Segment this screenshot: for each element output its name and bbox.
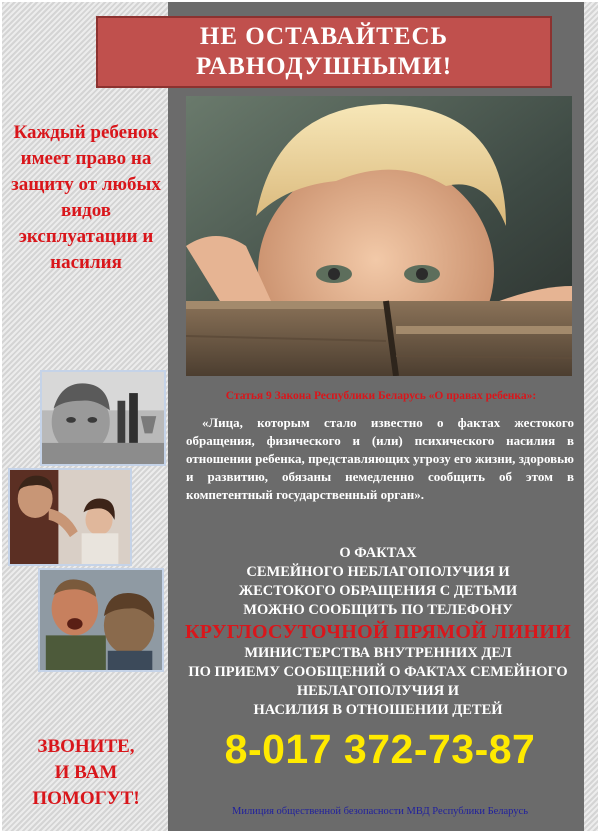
- info-line-6: ПО ПРИЕМУ СООБЩЕНИЙ О ФАКТАХ СЕМЕЙНОГО: [188, 664, 568, 680]
- hotline-info: [178, 544, 578, 720]
- photo-angry-man-shouting-at-girl: [8, 468, 132, 566]
- right-edge-background: [584, 2, 598, 831]
- article-heading: Статья 9 Закона Республики Беларусь «О правах ребенка»:: [225, 390, 537, 402]
- child-rights-statement: Каждый ребенок имеет право на защиту от любых видов эксплуатации и насилия: [11, 122, 161, 273]
- call-line-2: И ВАМ: [54, 762, 118, 783]
- title-line-2: РАВНОДУШНЫМИ!: [195, 53, 453, 80]
- call-to-action: [8, 734, 164, 812]
- call-line-3: ПОМОГУТ!: [32, 788, 140, 809]
- photo-sad-child-with-bottles: [40, 370, 166, 466]
- law-quote: «Лица, которым стало известно о фактах жестокого обращения, физического и (или) психического насилия в отношении ребенка, представляющих угрозу его жизни, здоровью и развитию, обязаны немедленно сообщить об этом в компетентный государственный орган».: [186, 415, 574, 502]
- info-line-5: МИНИСТЕРСТВА ВНУТРЕННИХ ДЕЛ: [244, 645, 512, 661]
- hotline-name: КРУГЛОСУТОЧНОЙ ПРЯМОЙ ЛИНИИ: [184, 621, 572, 643]
- hotline-phone-number: 8-017 372-73-87: [224, 726, 536, 772]
- info-line-8: НАСИЛИЯ В ОТНОШЕНИИ ДЕТЕЙ: [253, 702, 503, 718]
- title-banner: [96, 16, 552, 88]
- info-line-7: НЕБЛАГОПОЛУЧИЯ И: [296, 683, 460, 699]
- title-line-1: НЕ ОСТАВАЙТЕСЬ: [199, 23, 449, 50]
- info-line-4: МОЖНО СООБЩИТЬ ПО ТЕЛЕФОНУ: [243, 602, 513, 618]
- call-line-1: ЗВОНИТЕ,: [37, 736, 135, 757]
- footer-credit: Милиция общественной безопасности МВД Республики Беларусь: [232, 806, 528, 817]
- photo-boy-behind-fence: [186, 96, 572, 376]
- info-line-3: ЖЕСТОКОГО ОБРАЩЕНИЯ С ДЕТЬМИ: [238, 583, 518, 599]
- photo-man-yelling-at-boy: [38, 568, 164, 672]
- info-line-2: СЕМЕЙНОГО НЕБЛАГОПОЛУЧИЯ И: [246, 564, 510, 580]
- info-line-1: О ФАКТАХ: [339, 545, 417, 561]
